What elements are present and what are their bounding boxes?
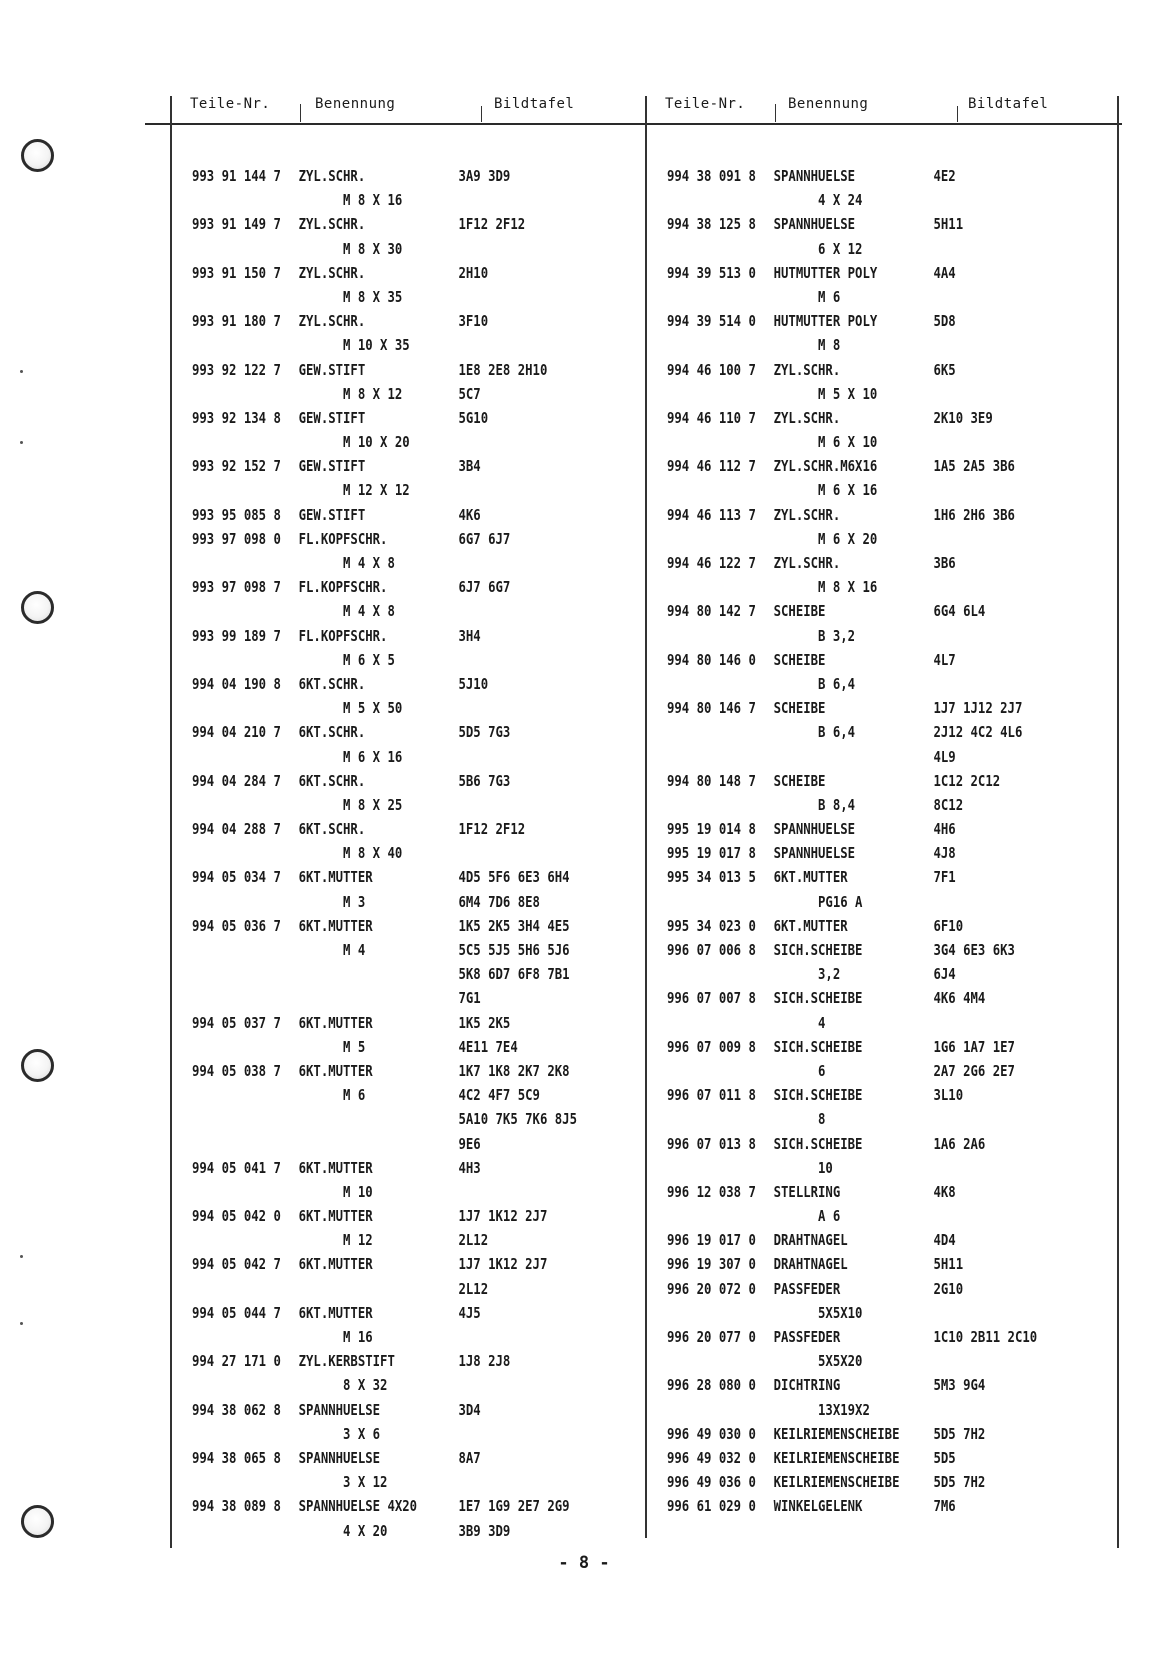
plate-reference: 2K10 3E9 (933, 408, 993, 427)
part-name: M 10 (298, 1182, 373, 1201)
part-number: 994 38 065 8 (192, 1448, 281, 1467)
plate-reference: 7M6 (933, 1497, 956, 1516)
plate-reference: 2H10 (458, 263, 489, 282)
plate-reference: 5D5 7G3 (458, 723, 511, 742)
part-number: 994 05 042 0 (192, 1207, 281, 1226)
plate-reference: 5M3 9G4 (933, 1376, 986, 1395)
plate-reference: 3B4 (458, 457, 481, 476)
plate-reference: 4C2 4F7 5C9 (458, 1086, 540, 1105)
part-number: 994 80 146 0 (667, 650, 756, 669)
plate-reference: 3F10 (458, 312, 489, 331)
part-name: 6KT.MUTTER (298, 1158, 373, 1177)
plate-reference: 1H6 2H6 3B6 (933, 505, 1015, 524)
part-name: 6KT.MUTTER (773, 868, 848, 887)
plate-reference: 4E2 (933, 167, 956, 185)
plate-reference: 7G1 (458, 989, 481, 1008)
plate-reference: 1A5 2A5 3B6 (933, 457, 1015, 476)
part-name: M 6 X 10 (773, 433, 878, 452)
part-name: M 8 (773, 336, 841, 355)
plate-reference: 5C7 (458, 384, 481, 403)
plate-reference: 7F1 (933, 868, 956, 887)
part-number: 994 05 036 7 (192, 916, 281, 935)
plate-reference: 1A6 2A6 (933, 1134, 986, 1153)
part-number: 995 19 017 8 (667, 844, 756, 863)
part-name: 3 X 12 (298, 1473, 388, 1492)
part-name: ZYL.SCHR. (773, 408, 841, 427)
plate-reference: 3B6 (933, 554, 956, 572)
part-name: SICH.SCHEIBE (773, 941, 863, 959)
plate-reference: 1J7 1J12 2J7 (933, 699, 1023, 718)
plate-reference: 8C12 (933, 795, 964, 814)
header-rule (145, 123, 1122, 125)
part-name: ZYL.SCHR. (298, 263, 366, 282)
part-name: SICH.SCHEIBE (773, 1134, 863, 1153)
part-number: 993 92 134 8 (192, 408, 281, 427)
header-tick (481, 106, 482, 122)
part-name: SPANNHUELSE 4X20 (298, 1497, 418, 1516)
plate-reference: 5D8 (933, 312, 956, 331)
plate-reference: 5H11 (933, 215, 964, 234)
part-name: M 10 X 20 (298, 433, 410, 452)
part-name: M 5 (298, 1037, 366, 1056)
part-number: 994 39 513 0 (667, 263, 756, 282)
binder-hole (21, 591, 54, 624)
part-name: KEILRIEMENSCHEIBE (773, 1473, 900, 1492)
part-number: 996 19 017 0 (667, 1231, 756, 1250)
part-name: SCHEIBE (773, 650, 826, 669)
plate-reference: 1F12 2F12 (458, 820, 526, 839)
plate-reference: 2G10 (933, 1279, 964, 1298)
part-number: 996 19 307 0 (667, 1255, 756, 1274)
part-number: 993 92 152 7 (192, 457, 281, 476)
part-name: M 6 X 20 (773, 529, 878, 548)
part-name: 6KT.MUTTER (298, 1207, 373, 1226)
part-name: 8 (773, 1110, 826, 1129)
plate-reference: 4E11 7E4 (458, 1037, 518, 1056)
plate-reference: 1K5 2K5 3H4 4E5 (458, 916, 570, 935)
plate-reference: 1E8 2E8 2H10 (458, 360, 548, 379)
part-name: M 5 X 10 (773, 384, 878, 403)
part-name: GEW.STIFT (298, 408, 366, 427)
part-name: KEILRIEMENSCHEIBE (773, 1424, 900, 1443)
part-number: 994 38 125 8 (667, 215, 756, 234)
part-number: 996 12 038 7 (667, 1182, 756, 1201)
part-name: ZYL.SCHR.M6X16 (773, 457, 878, 476)
part-number: 994 05 034 7 (192, 868, 281, 887)
plate-reference: 6J4 (933, 965, 956, 984)
part-name: 6KT.MUTTER (298, 1303, 373, 1322)
part-name: DRAHTNAGEL (773, 1231, 848, 1250)
plate-reference: 5D5 7H2 (933, 1473, 986, 1492)
part-number: 994 80 142 7 (667, 602, 756, 621)
part-name: 6 (773, 1061, 826, 1080)
part-name: SPANNHUELSE (773, 844, 856, 863)
column-divider-center (645, 96, 647, 1538)
part-name: 3,2 (773, 965, 841, 984)
part-name: M 8 X 16 (773, 578, 878, 597)
part-name: ZYL.SCHR. (773, 554, 841, 572)
part-name: 10 (773, 1158, 833, 1177)
part-name: 4 (773, 1013, 826, 1032)
part-number: 994 05 038 7 (192, 1061, 281, 1080)
part-name: B 3,2 (773, 626, 856, 645)
scan-speck (20, 1255, 23, 1258)
part-name: 6KT.SCHR. (298, 771, 366, 790)
part-number: 994 05 037 7 (192, 1013, 281, 1032)
plate-reference: 5H11 (933, 1255, 964, 1274)
plate-reference: 5G10 (458, 408, 489, 427)
part-name: STELLRING (773, 1182, 841, 1201)
part-number: 993 97 098 0 (192, 529, 281, 548)
part-number: 996 07 009 8 (667, 1037, 756, 1056)
scan-speck (20, 370, 23, 373)
part-name: A 6 (773, 1207, 841, 1226)
plate-reference: 1G6 1A7 1E7 (933, 1037, 1015, 1056)
part-number: 996 28 080 0 (667, 1376, 756, 1395)
part-name: FL.KOPFSCHR. (298, 578, 388, 597)
plate-reference: 1J8 2J8 (458, 1352, 511, 1371)
header-plate-left: Bildtafel (494, 96, 575, 112)
part-number: 994 46 122 7 (667, 554, 756, 572)
part-number: 994 04 190 8 (192, 674, 281, 693)
part-number: 996 07 011 8 (667, 1086, 756, 1105)
header-part-no-left: Teile-Nr. (190, 96, 271, 112)
part-number: 995 19 014 8 (667, 820, 756, 839)
plate-reference: 9E6 (458, 1134, 481, 1153)
part-name: PASSFEDER (773, 1279, 841, 1298)
part-number: 994 46 110 7 (667, 408, 756, 427)
part-name: M 8 X 35 (298, 287, 403, 306)
plate-reference: 1C10 2B11 2C10 (933, 1328, 1038, 1346)
part-name: HUTMUTTER POLY (773, 312, 878, 331)
part-name: M 8 X 16 (298, 191, 403, 210)
part-number: 994 80 146 7 (667, 699, 756, 718)
part-name: B 6,4 (773, 723, 856, 742)
plate-reference: 2J12 4C2 4L6 (933, 723, 1023, 742)
header-tick (957, 106, 958, 122)
part-name: M 8 X 25 (298, 795, 403, 814)
part-name: GEW.STIFT (298, 457, 366, 476)
plate-reference: 1K5 2K5 (458, 1013, 511, 1032)
part-name: 4 X 24 (773, 191, 863, 210)
part-name: 6 X 12 (773, 239, 863, 258)
plate-reference: 4A4 (933, 263, 956, 282)
part-number: 994 38 089 8 (192, 1497, 281, 1516)
part-name: M 6 (773, 287, 841, 306)
part-name: 3 X 6 (298, 1424, 381, 1443)
part-number: 994 46 113 7 (667, 505, 756, 524)
part-name: PASSFEDER (773, 1328, 841, 1346)
plate-reference: 4H3 (458, 1158, 481, 1177)
part-name: M 8 X 12 (298, 384, 403, 403)
part-name: 8 X 32 (298, 1376, 388, 1395)
part-name: SPANNHUELSE (298, 1400, 381, 1419)
plate-reference: 6K5 (933, 360, 956, 379)
plate-reference: 3H4 (458, 626, 481, 645)
part-name: M 3 (298, 892, 366, 911)
part-name: M 16 (298, 1328, 373, 1346)
part-name: DRAHTNAGEL (773, 1255, 848, 1274)
part-name: 5X5X10 (773, 1303, 863, 1322)
plate-reference: 5B6 7G3 (458, 771, 511, 790)
header-plate-right: Bildtafel (968, 96, 1049, 112)
part-name: ZYL.SCHR. (773, 360, 841, 379)
plate-reference: 6G7 6J7 (458, 529, 511, 548)
plate-reference: 4H6 (933, 820, 956, 839)
part-name: SPANNHUELSE (773, 820, 856, 839)
plate-reference: 1C12 2C12 (933, 771, 1001, 790)
column-divider-left (170, 96, 172, 1548)
page-number: - 8 - (558, 1553, 610, 1573)
part-number: 994 04 288 7 (192, 820, 281, 839)
plate-reference: 5A10 7K5 7K6 8J5 (458, 1110, 577, 1129)
part-number: 993 97 098 7 (192, 578, 281, 597)
part-name: 6KT.MUTTER (298, 1255, 373, 1274)
part-number: 995 34 023 0 (667, 916, 756, 935)
part-name: GEW.STIFT (298, 360, 366, 379)
part-name: M 4 (298, 941, 366, 959)
plate-reference: 4J5 (458, 1303, 481, 1322)
part-name: M 8 X 30 (298, 239, 403, 258)
part-name: M 6 X 16 (773, 481, 878, 500)
plate-reference: 4K6 4M4 (933, 989, 986, 1008)
plate-reference: 4K8 (933, 1182, 956, 1201)
plate-reference: 1K7 1K8 2K7 2K8 (458, 1061, 570, 1080)
part-number: 996 49 032 0 (667, 1448, 756, 1467)
binder-hole (21, 139, 54, 172)
part-name: ZYL.SCHR. (298, 167, 366, 185)
header-tick (300, 104, 301, 122)
plate-reference: 6J7 6G7 (458, 578, 511, 597)
plate-reference: 5J10 (458, 674, 489, 693)
part-name: M 8 X 40 (298, 844, 403, 863)
part-number: 993 91 144 7 (192, 167, 281, 185)
part-name: 6KT.MUTTER (298, 1061, 373, 1080)
part-number: 996 07 007 8 (667, 989, 756, 1008)
plate-reference: 4D4 (933, 1231, 956, 1250)
plate-reference: 4K6 (458, 505, 481, 524)
plate-reference: 5D5 7H2 (933, 1424, 986, 1443)
part-number: 994 05 041 7 (192, 1158, 281, 1177)
part-number: 996 20 077 0 (667, 1328, 756, 1346)
part-name: HUTMUTTER POLY (773, 263, 878, 282)
plate-reference: 1F12 2F12 (458, 215, 526, 234)
column-divider-right (1117, 96, 1119, 1548)
plate-reference: 4J8 (933, 844, 956, 863)
part-name: FL.KOPFSCHR. (298, 626, 388, 645)
part-name: 5X5X20 (773, 1352, 863, 1371)
part-name: ZYL.SCHR. (298, 215, 366, 234)
plate-reference: 3L10 (933, 1086, 964, 1105)
part-number: 994 46 112 7 (667, 457, 756, 476)
header-tick (775, 104, 776, 122)
plate-reference: 4L9 (933, 747, 956, 766)
plate-reference: 6F10 (933, 916, 964, 935)
plate-reference: 1E7 1G9 2E7 2G9 (458, 1497, 570, 1516)
part-name: 4 X 20 (298, 1521, 388, 1540)
part-name: SICH.SCHEIBE (773, 989, 863, 1008)
part-number: 993 91 180 7 (192, 312, 281, 331)
header-part-no-right: Teile-Nr. (665, 96, 746, 112)
part-name: 13X19X2 (773, 1400, 870, 1419)
part-name: PG16 A (773, 892, 863, 911)
part-number: 994 38 091 8 (667, 167, 756, 185)
plate-reference: 3G4 6E3 6K3 (933, 941, 1015, 959)
part-number: 996 61 029 0 (667, 1497, 756, 1516)
part-name: 6KT.SCHR. (298, 723, 366, 742)
part-name: SCHEIBE (773, 771, 826, 790)
part-name: M 10 X 35 (298, 336, 410, 355)
part-name: ZYL.SCHR. (298, 312, 366, 331)
plate-reference: 8A7 (458, 1448, 481, 1467)
scan-speck (20, 441, 23, 444)
part-name: SICH.SCHEIBE (773, 1086, 863, 1105)
part-name: M 12 (298, 1231, 373, 1250)
plate-reference: 2L12 (458, 1279, 489, 1298)
part-number: 996 07 006 8 (667, 941, 756, 959)
part-number: 995 34 013 5 (667, 868, 756, 887)
header-name-right: Benennung (788, 96, 869, 112)
plate-reference: 3B9 3D9 (458, 1521, 511, 1540)
part-name: 6KT.MUTTER (298, 868, 373, 887)
plate-reference: 6M4 7D6 8E8 (458, 892, 540, 911)
part-name: SCHEIBE (773, 699, 826, 718)
part-name: WINKELGELENK (773, 1497, 863, 1516)
part-name: 6KT.MUTTER (298, 1013, 373, 1032)
part-name: GEW.STIFT (298, 505, 366, 524)
part-number: 996 49 030 0 (667, 1424, 756, 1443)
part-name: M 12 X 12 (298, 481, 410, 500)
part-name: 6KT.SCHR. (298, 820, 366, 839)
part-number: 996 20 072 0 (667, 1279, 756, 1298)
part-number: 993 95 085 8 (192, 505, 281, 524)
binder-hole (21, 1505, 54, 1538)
part-name: SCHEIBE (773, 602, 826, 621)
part-number: 996 07 013 8 (667, 1134, 756, 1153)
part-name: SICH.SCHEIBE (773, 1037, 863, 1056)
part-number: 994 38 062 8 (192, 1400, 281, 1419)
plate-reference: 2L12 (458, 1231, 489, 1250)
part-number: 994 05 044 7 (192, 1303, 281, 1322)
plate-reference: 5D5 (933, 1448, 956, 1467)
part-name: M 6 X 5 (298, 650, 395, 669)
part-name: M 6 (298, 1086, 366, 1105)
plate-reference: 1J7 1K12 2J7 (458, 1255, 548, 1274)
part-name: ZYL.SCHR. (773, 505, 841, 524)
part-name: KEILRIEMENSCHEIBE (773, 1448, 900, 1467)
part-name: M 6 X 16 (298, 747, 403, 766)
part-name: 6KT.MUTTER (773, 916, 848, 935)
part-name: M 4 X 8 (298, 554, 395, 572)
binder-hole (21, 1049, 54, 1082)
part-name: 6KT.SCHR. (298, 674, 366, 693)
part-number: 994 39 514 0 (667, 312, 756, 331)
part-number: 993 91 150 7 (192, 263, 281, 282)
plate-reference: 4D5 5F6 6E3 6H4 (458, 868, 570, 887)
plate-reference: 1J7 1K12 2J7 (458, 1207, 548, 1226)
part-name: DICHTRING (773, 1376, 841, 1395)
plate-reference: 5C5 5J5 5H6 5J6 (458, 941, 570, 959)
part-name: 6KT.MUTTER (298, 916, 373, 935)
part-name: SPANNHUELSE (773, 215, 856, 234)
plate-reference: 6G4 6L4 (933, 602, 986, 621)
part-number: 994 27 171 0 (192, 1352, 281, 1371)
part-name: M 4 X 8 (298, 602, 395, 621)
part-name: B 8,4 (773, 795, 856, 814)
part-number: 994 05 042 7 (192, 1255, 281, 1274)
plate-reference: 5K8 6D7 6F8 7B1 (458, 965, 570, 984)
plate-reference: 3D4 (458, 1400, 481, 1419)
plate-reference: 2A7 2G6 2E7 (933, 1061, 1015, 1080)
plate-reference: 3A9 3D9 (458, 167, 511, 185)
part-name: ZYL.KERBSTIFT (298, 1352, 395, 1371)
part-number: 993 92 122 7 (192, 360, 281, 379)
part-number: 994 46 100 7 (667, 360, 756, 379)
part-name: FL.KOPFSCHR. (298, 529, 388, 548)
plate-reference: 4L7 (933, 650, 956, 669)
part-number: 994 04 210 7 (192, 723, 281, 742)
part-name: SPANNHUELSE (773, 167, 856, 185)
part-name: SPANNHUELSE (298, 1448, 381, 1467)
header-name-left: Benennung (315, 96, 396, 112)
part-name: M 5 X 50 (298, 699, 403, 718)
part-number: 993 91 149 7 (192, 215, 281, 234)
part-number: 994 04 284 7 (192, 771, 281, 790)
part-name: B 6,4 (773, 674, 856, 693)
part-number: 993 99 189 7 (192, 626, 281, 645)
part-number: 994 80 148 7 (667, 771, 756, 790)
part-number: 996 49 036 0 (667, 1473, 756, 1492)
scan-speck (20, 1322, 23, 1325)
